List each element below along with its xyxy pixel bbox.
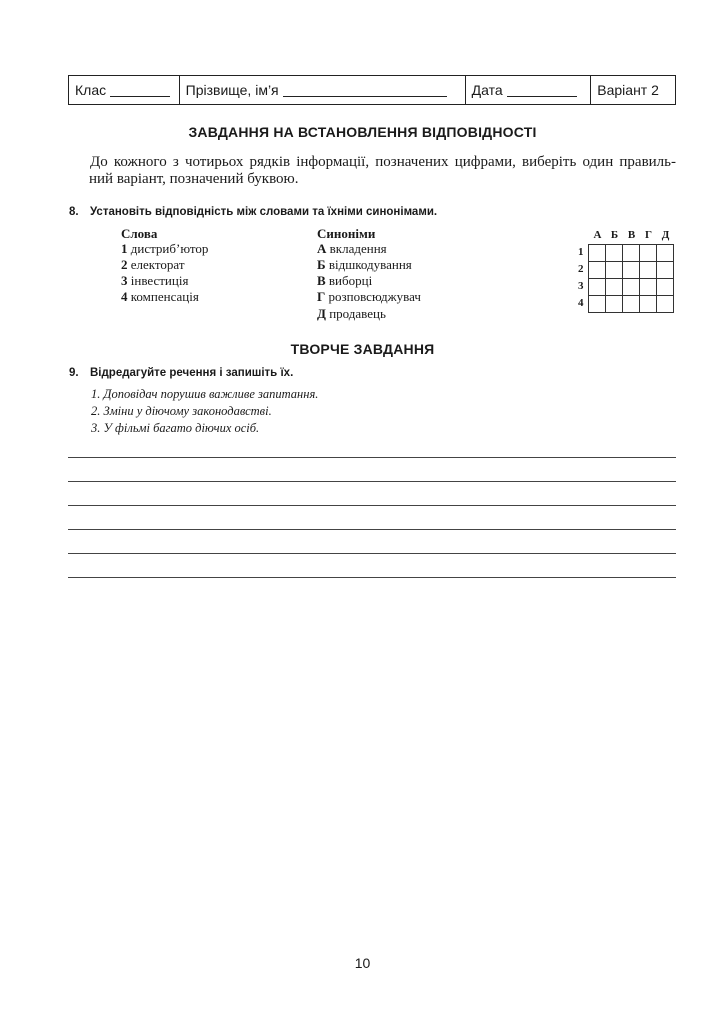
answer-cell[interactable] xyxy=(640,296,657,313)
writing-line[interactable] xyxy=(68,553,676,554)
writing-line[interactable] xyxy=(68,529,676,530)
section-title-creative: ТВОРЧЕ ЗАВДАННЯ xyxy=(290,341,435,357)
synonym-item: Б відшкодування xyxy=(317,257,412,272)
answer-cell[interactable] xyxy=(606,279,623,296)
grid-letter: Д xyxy=(661,229,670,241)
synonym-item: А вкладення xyxy=(317,241,387,256)
answer-cell[interactable] xyxy=(623,296,640,313)
task-9-heading xyxy=(69,367,293,379)
variant-label: Варіант 2 xyxy=(597,82,659,98)
task-9-number: 9. xyxy=(69,367,79,379)
section-title-matching: ЗАВДАННЯ НА ВСТАНОВЛЕННЯ ВІДПОВІДНОСТІ xyxy=(188,124,537,140)
name-label: Прізвище, ім’я xyxy=(185,82,279,98)
answer-cell[interactable] xyxy=(589,296,606,313)
grid-letter: В xyxy=(627,229,636,241)
answer-cell[interactable] xyxy=(623,279,640,296)
word-item: 4 компенсація xyxy=(121,289,199,304)
words-column-header: Слова xyxy=(121,226,158,241)
grid-letter: Б xyxy=(610,229,619,241)
student-info-header xyxy=(68,75,676,105)
answer-cell[interactable] xyxy=(606,262,623,279)
word-item: 1 дистриб’ютор xyxy=(121,241,209,256)
grid-number: 3 xyxy=(578,280,584,292)
answer-grid-row xyxy=(589,262,674,279)
date-label: Дата xyxy=(471,82,503,98)
word-item: 3 інвестиція xyxy=(121,273,189,288)
writing-line[interactable] xyxy=(68,505,676,506)
answer-cell[interactable] xyxy=(657,262,674,279)
grid-number: 2 xyxy=(578,263,584,275)
answer-cell[interactable] xyxy=(623,262,640,279)
name-field[interactable] xyxy=(180,76,466,104)
grid-letter: А xyxy=(593,229,602,241)
grid-number: 4 xyxy=(578,297,584,309)
class-blank[interactable] xyxy=(110,84,170,97)
writing-line[interactable] xyxy=(68,457,676,458)
instructions-line-2: ний варіант, позначений буквою. xyxy=(89,171,299,187)
variant-cell xyxy=(591,76,675,104)
synonym-item: Г розповсюджувач xyxy=(317,289,421,304)
name-blank[interactable] xyxy=(283,84,447,97)
word-item: 2 електорат xyxy=(121,257,185,272)
writing-line[interactable] xyxy=(68,577,676,578)
synonym-item: Д продавець xyxy=(317,306,386,321)
class-label: Клас xyxy=(75,82,107,98)
synonyms-column-header: Синоніми xyxy=(317,226,376,241)
answer-grid xyxy=(588,244,674,313)
task-8-text: Установіть відповідність між словами та їхніми синонімами. xyxy=(90,206,438,218)
answer-cell[interactable] xyxy=(640,245,657,262)
answer-grid-row xyxy=(589,279,674,296)
instructions xyxy=(90,154,676,188)
answer-cell[interactable] xyxy=(589,262,606,279)
date-field[interactable] xyxy=(466,76,592,104)
grid-letter: Г xyxy=(645,229,652,241)
grid-number: 1 xyxy=(578,246,584,258)
answer-cell[interactable] xyxy=(640,262,657,279)
answer-cell[interactable] xyxy=(589,279,606,296)
answer-cell[interactable] xyxy=(657,296,674,313)
answer-grid-row xyxy=(589,296,674,313)
answer-cell[interactable] xyxy=(640,279,657,296)
date-blank[interactable] xyxy=(507,84,577,97)
answer-cell[interactable] xyxy=(606,296,623,313)
class-field[interactable] xyxy=(69,76,180,104)
instructions-line-1: До кожного з чотирьох рядків інформації, позначених цифрами, виберіть один правиль- xyxy=(90,154,676,170)
answer-cell[interactable] xyxy=(657,245,674,262)
task-8-number: 8. xyxy=(69,206,79,218)
sentence-item: 3. У фільмі багато діючих осіб. xyxy=(91,421,260,435)
answer-cell[interactable] xyxy=(623,245,640,262)
sentence-item: 2. Зміни у діючому законодавстві. xyxy=(91,404,272,418)
sentence-item: 1. Доповідач порушив важливе запитання. xyxy=(91,387,319,401)
answer-grid-row xyxy=(589,245,674,262)
answer-cell[interactable] xyxy=(657,279,674,296)
synonym-item: В виборці xyxy=(317,273,373,288)
task-8-heading xyxy=(69,206,437,218)
task-9-text: Відредагуйте речення і запишіть їх. xyxy=(90,367,294,379)
answer-cell[interactable] xyxy=(589,245,606,262)
writing-line[interactable] xyxy=(68,481,676,482)
answer-cell[interactable] xyxy=(606,245,623,262)
page-number: 10 xyxy=(354,955,371,971)
